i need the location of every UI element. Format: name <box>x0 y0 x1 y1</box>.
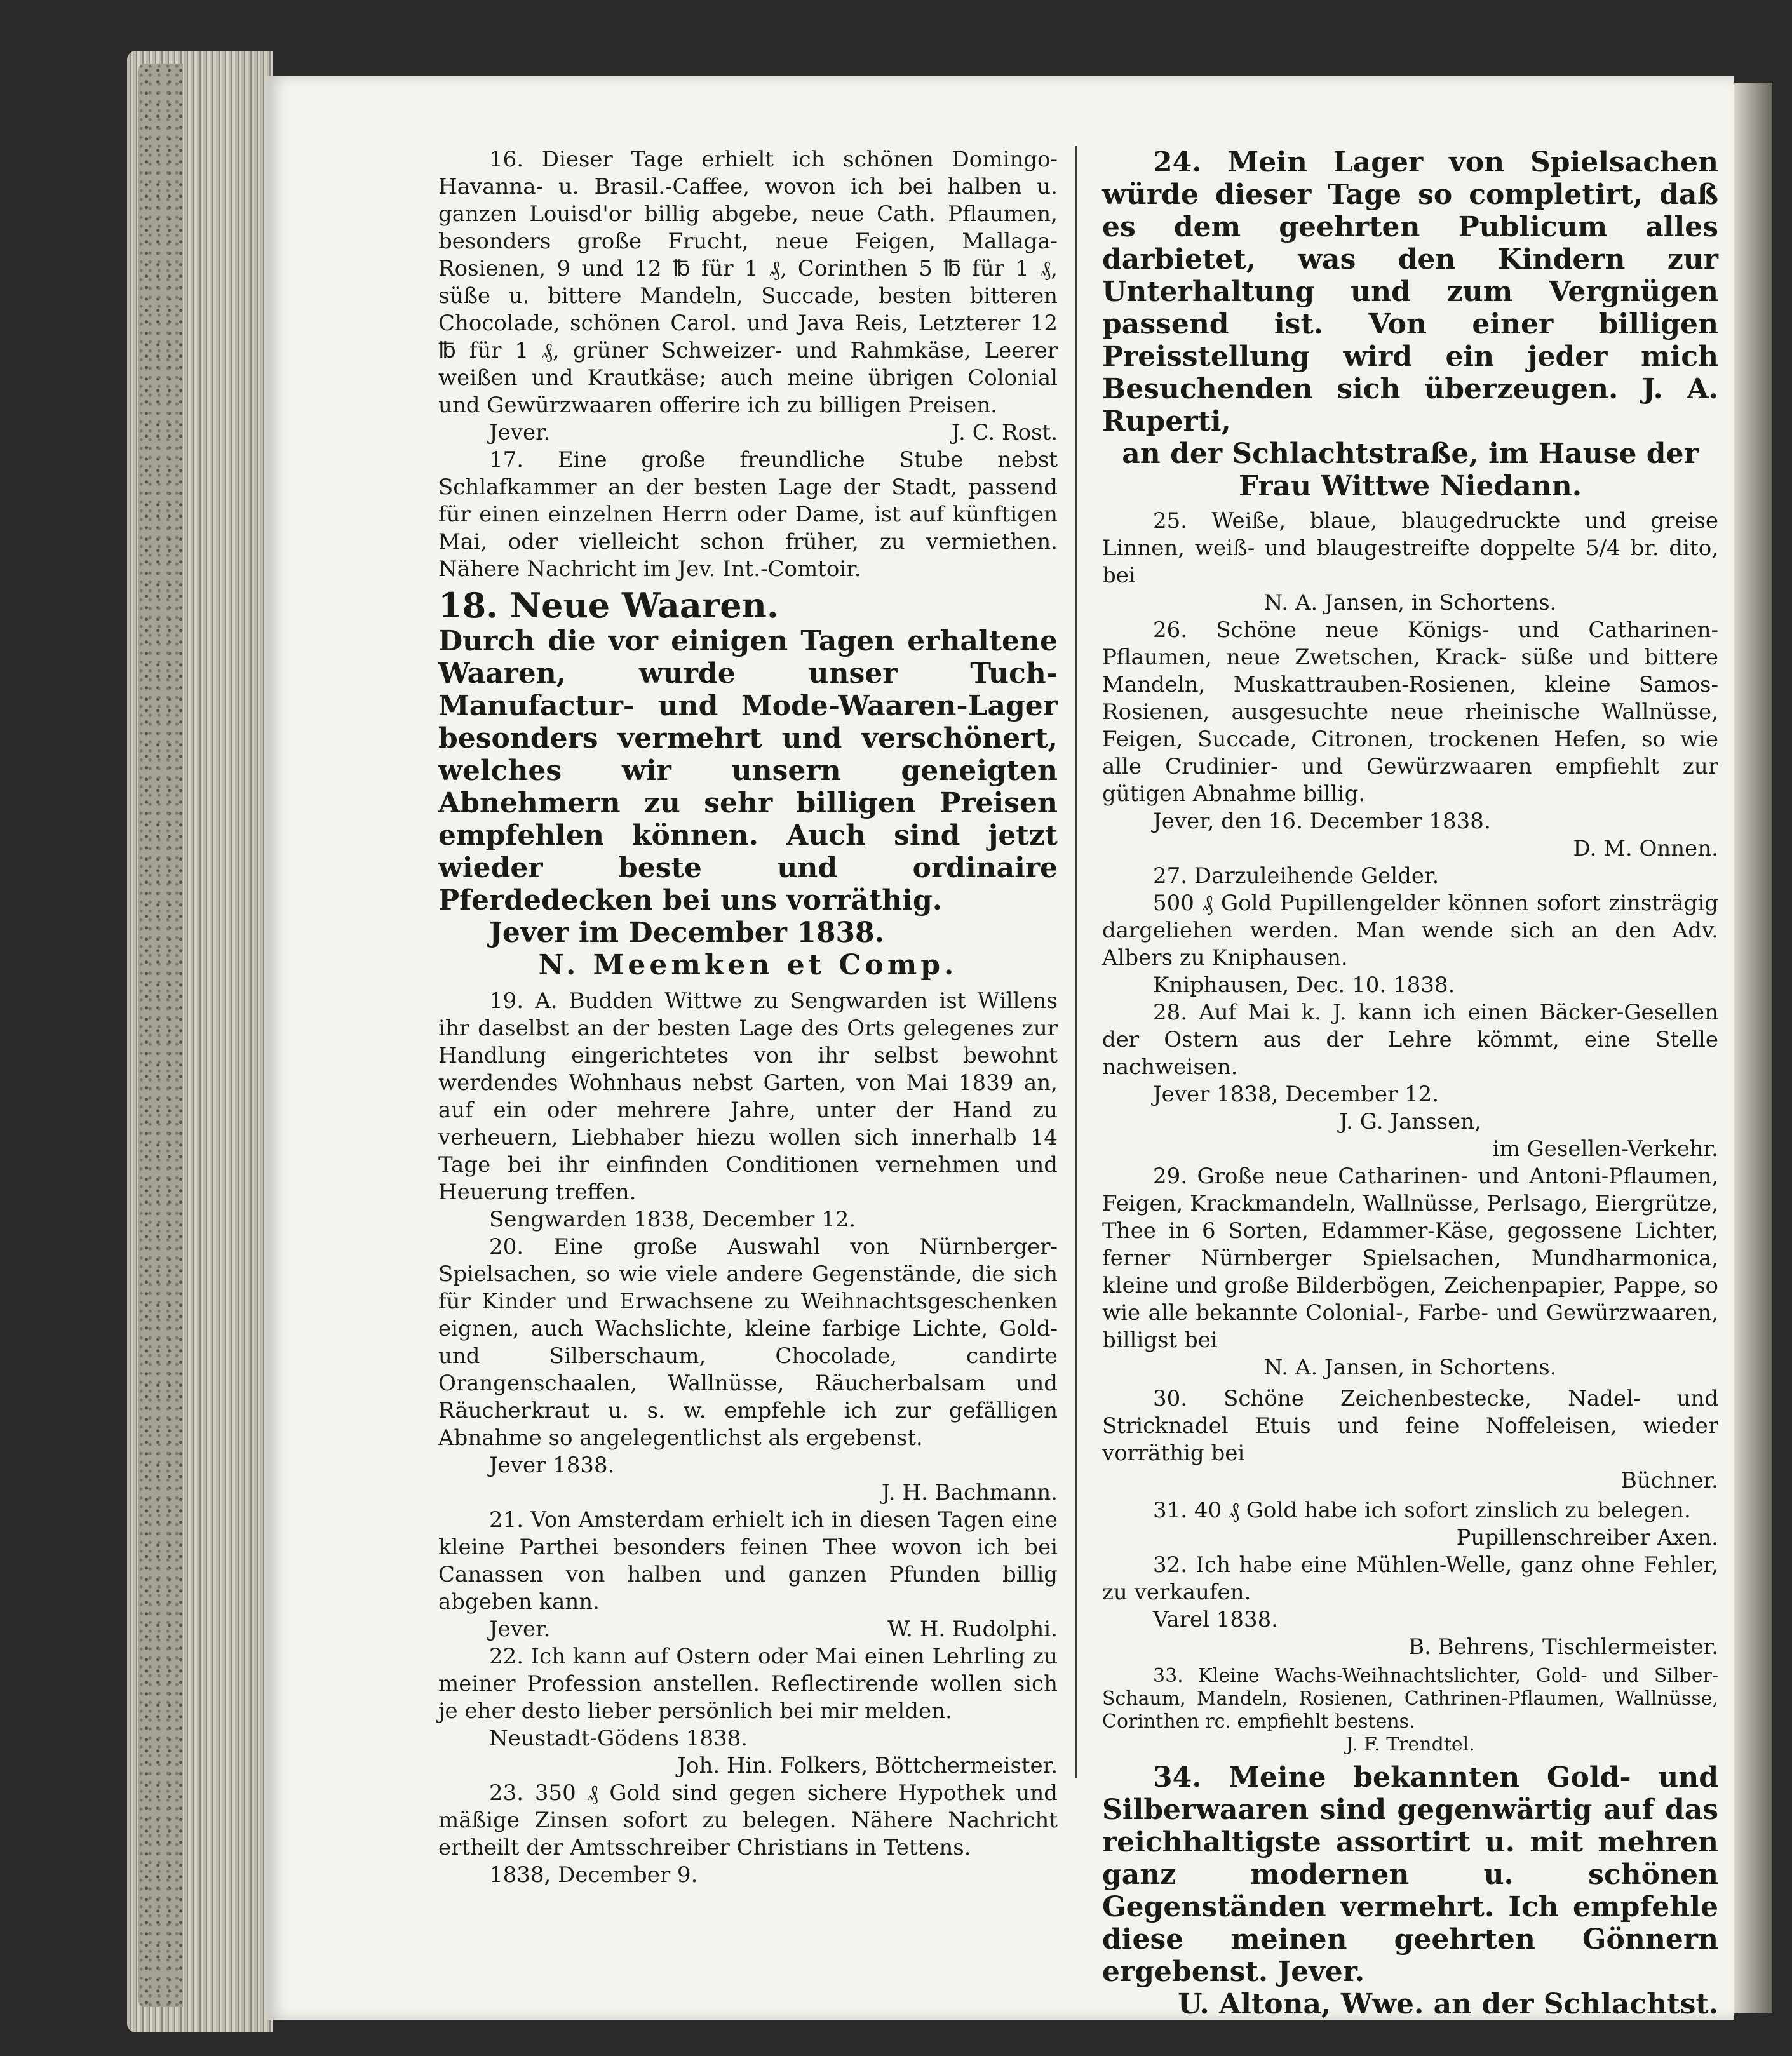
ad-20-place: Jever 1838. <box>489 1453 615 1478</box>
ad-20-text: 20. Eine große Auswahl von Nürnberger-Spielsachen, so wie viele andere Gegenstände, die sich für Kinder und Erwachsene zu Weihnachtsgeschenken eignen, auch Wachslichte, kleine farbige Lichte, Gold- und Silberschaum, Chocolade, candirte Orangenschaalen, Wallnüsse, Räucherbalsam und Räucherkraut u. s. w. empfehle ich zur gefälligen Abnahme so angelegentlichst als ergebenst. <box>438 1234 1058 1451</box>
ad-29 <box>1102 1163 1718 1381</box>
column-divider <box>1075 146 1077 1778</box>
ad-25-signature: N. A. Jansen, in Schortens. <box>1263 590 1557 615</box>
ad-22-place: Neustadt-Gödens 1838. <box>489 1726 748 1751</box>
ad-19-text: 19. A. Budden Wittwe zu Sengwarden ist Willens ihr daselbst an der besten Lage des Orts gelegenes zur Handlung eingerichtetes von ihr selbst bewohnt werdendes Wohnhaus nebst Garten, von Mai 1839 an, auf ein oder mehrere Jahre, unter der Hand zu verheuern, Liebhaber hiezu wollen sich innerhalb 14 Tage bei ihr einfinden Conditionen vernehmen und Heuerung treffen. <box>438 988 1058 1205</box>
ad-25-text: 25. Weiße, blaue, blaugedruckte und greise Linnen, weiß- und blaugestreifte doppelte 5/4 br. dito, bei <box>1102 508 1718 588</box>
right-column <box>1102 146 1718 2020</box>
ad-29-signature: N. A. Jansen, in Schortens. <box>1263 1355 1557 1380</box>
ad-20 <box>438 1233 1058 1507</box>
ad-30-signature: Büchner. <box>1620 1468 1718 1493</box>
ad-33 <box>1102 1665 1718 1756</box>
ad-16-place: Jever. J. C. Rost. <box>489 420 1058 445</box>
ad-32-place: Varel 1838. <box>1153 1607 1279 1632</box>
ad-28-signature-2: im Gesellen-Verkehr. <box>1492 1136 1718 1162</box>
ad-22-signature: Joh. Hin. Folkers, Böttchermeister. <box>677 1753 1058 1778</box>
ad-27-place: Kniphausen, Dec. 10. 1838. <box>1153 972 1455 998</box>
ad-18-signature: N. Meemken et Comp. <box>538 949 958 981</box>
ad-19-place: Sengwarden 1838, December 12. <box>489 1207 856 1232</box>
ad-28-signature: J. G. Janssen, <box>1339 1109 1481 1134</box>
ad-24-text: 24. Mein Lager von Spielsachen würde dieser Tage so completirt, daß es dem geehrten Publicum alles darbietet, was den Kindern zur Unterhaltung und zum Vergnügen passend ist. Von einer billigen Preisstellung wird ein jeder mich Besuchenden sich überzeugen. J. A. Ruperti, <box>1102 146 1718 438</box>
ad-23-text: 23. 350 ₰ Gold sind gegen sichere Hypothek und mäßige Zinsen sofort zu belegen. Nähere Nachricht ertheilt der Amtsschreiber Christians in Tettens. <box>438 1780 1058 1860</box>
ad-18 <box>438 586 1058 981</box>
ad-26-text: 26. Schöne neue Königs- und Catharinen-Pflaumen, neue Zwetschen, Krack- süße und bittere Mandeln, Muskattrauben-Rosienen, kleine Samos-Rosienen, ausgesuchte neue rheinische Wallnüsse, Feigen, Succade, Citronen, trockenen Hefen, so wie alle Crudinier- und Gewürzwaaren empfiehlt zur gütigen Abnahme billig. <box>1102 617 1718 807</box>
ad-27-text: 500 ₰ Gold Pupillengelder können sofort zinsträgig dargeliehen werden. Man wende sich an den Adv. Albers zu Kniphausen. <box>1102 890 1718 971</box>
ad-27-heading: 27. Darzuleihende Gelder. <box>1153 863 1439 889</box>
ad-16-signature: J. C. Rost. <box>951 420 1058 445</box>
ad-21 <box>438 1507 1058 1643</box>
ad-32-text: 32. Ich habe eine Mühlen-Welle, ganz ohne Fehler, zu verkaufen. <box>1102 1552 1718 1605</box>
ad-28 <box>1102 999 1718 1163</box>
ad-18-text: Durch die vor einigen Tagen erhaltene Waaren, wurde unser Tuch-Manufactur- und Mode-Waaren-Lager besonders vermehrt und verschönert, welches wir unsern geneigten Abnehmern zu sehr billigen Preisen empfehlen können. Auch sind jetzt wieder beste und ordinaire Pferdedecken bei uns vorräthig. <box>438 625 1058 917</box>
ad-33-text: 33. Kleine Wachs-Weihnachtslichter, Gold- und Silber-Schaum, Mandeln, Rosienen, Cathrinen-Pflaumen, Wallnüsse, Corinthen rc. empfiehlt bestens. <box>1102 1665 1718 1733</box>
ad-21-signature: W. H. Rudolphi. <box>887 1616 1058 1642</box>
ad-24-address: an der Schlachtstraße, im Hause der Frau Wittwe Niedann. <box>1122 438 1699 502</box>
ad-22 <box>438 1643 1058 1780</box>
ad-16-text: 16. Dieser Tage erhielt ich schönen Domingo- Havanna- u. Brasil.-Caffee, wovon ich bei halben u. ganzen Louisd'or billig abgebe, neue Cath. Pflaumen, besonders große Frucht, neue Feigen, Mallaga-Rosienen, 9 und 12 ℔ für 1 ₰, Corinthen 5 ℔ für 1 ₰, süße u. bittere Mandeln, Succade, besten bitteren Chocolade, schönen Carol. und Java Reis, Letzterer 12 ℔ für 1 ₰, grüner Schweizer- und Rahmkäse, Leerer weißen und Krautkäse; auch meine übrigen Colonial und Gewürzwaaren offerire ich zu billigen Preisen. <box>438 147 1058 418</box>
ad-19 <box>438 988 1058 1233</box>
ad-34 <box>1102 1761 1718 2020</box>
ad-30 <box>1102 1385 1718 1495</box>
ad-24 <box>1102 146 1718 502</box>
ad-33-signature: J. F. Trendtel. <box>1345 1733 1475 1756</box>
page-right-edge <box>1734 83 1772 2013</box>
ad-17 <box>438 447 1058 583</box>
ad-26-signature: D. M. Onnen. <box>1573 836 1718 861</box>
ad-23 <box>438 1780 1058 1889</box>
left-column <box>438 146 1058 1889</box>
ad-32 <box>1102 1552 1718 1661</box>
ad-34-text: 34. Meine bekannten Gold- und Silberwaaren sind gegenwärtig auf das reichhaltigste assortirt u. mit mehren ganz modernen u. schönen Gegenständen vermehrt. Ich empfehle diese meinen geehrten Gönnern ergebenst. Jever. <box>1102 1761 1718 1988</box>
ad-23-place: 1838, December 9. <box>489 1862 698 1888</box>
ad-26-place: Jever, den 16. December 1838. <box>1153 809 1491 834</box>
ad-31 <box>1102 1497 1718 1552</box>
ad-31-signature: Pupillenschreiber Axen. <box>1456 1525 1718 1550</box>
ad-21-place: Jever. W. H. Rudolphi. <box>489 1616 1058 1642</box>
ad-17-text: 17. Eine große freundliche Stube nebst Schlafkammer an der besten Lage der Stadt, passend für einen einzelnen Herrn oder Dame, ist auf künftigen Mai, oder vielleicht schon früher, zu vermiethen. Nähere Nachricht im Jev. Int.-Comtoir. <box>438 447 1058 582</box>
ad-18-place: Jever im December 1838. <box>489 917 884 949</box>
ad-25 <box>1102 507 1718 617</box>
ad-18-heading: 18. Neue Waaren. <box>438 585 779 626</box>
ad-29-text: 29. Große neue Catharinen- und Antoni-Pflaumen, Feigen, Krackmandeln, Wallnüsse, Perlsago, Eiergrütze, Thee in 6 Sorten, Edammer-Käse, gegossene Lichter, ferner Nürnberger Spielsachen, Mundharmonica, kleine und große Bilderbögen, Zeichenpapier, Pappe, so wie alle bekannte Colonial-, Farbe- und Gewürzwaaren, billigst bei <box>1102 1164 1718 1353</box>
ad-20-signature: J. H. Bachmann. <box>881 1480 1058 1505</box>
ad-16 <box>438 146 1058 447</box>
ad-34-signature: U. Altona, Wwe. an der Schlachtst. <box>1178 1988 1718 2020</box>
ad-21-text: 21. Von Amsterdam erhielt ich in diesen Tagen eine kleine Parthei besonders feinen Thee wovon ich bei Canassen von halben und ganzen Pfunden billig abgeben kann. <box>438 1507 1058 1615</box>
ad-30-text: 30. Schöne Zeichenbestecke, Nadel- und Stricknadel Etuis und feine Noffeleisen, wieder vorräthig bei <box>1102 1386 1718 1466</box>
ad-22-text: 22. Ich kann auf Ostern oder Mai einen Lehrling zu meiner Profession anstellen. Reflectirende wollen sich je eher desto lieber persönlich bei mir melden. <box>438 1644 1058 1724</box>
ad-27 <box>1102 863 1718 999</box>
ad-28-place: Jever 1838, December 12. <box>1153 1082 1439 1107</box>
ad-28-text: 28. Auf Mai k. J. kann ich einen Bäcker-Gesellen der Ostern aus der Lehre kömmt, eine Stelle nachweisen. <box>1102 1000 1718 1080</box>
book-spine <box>138 64 183 2007</box>
ad-32-signature: B. Behrens, Tischlermeister. <box>1408 1634 1718 1660</box>
ad-31-text: 31. 40 ₰ Gold habe ich sofort zinslich zu belegen. <box>1153 1498 1691 1523</box>
ad-26 <box>1102 617 1718 863</box>
